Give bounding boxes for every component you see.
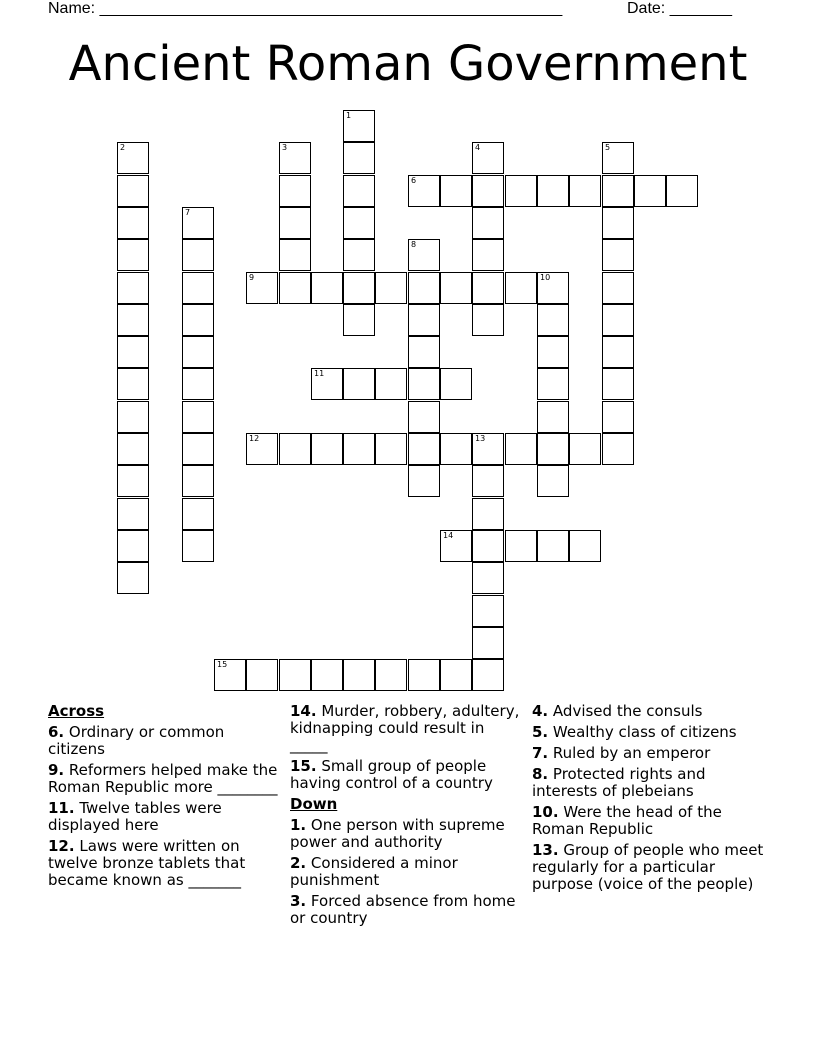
crossword-cell[interactable] (440, 272, 472, 304)
crossword-cell[interactable] (343, 110, 375, 142)
crossword-cell[interactable] (440, 368, 472, 400)
clue-number: 5. (532, 723, 549, 741)
clue-down-13 (532, 842, 772, 893)
cell-number: 3 (282, 143, 288, 152)
clue-across-14 (290, 703, 525, 754)
cell-number: 1 (346, 111, 352, 120)
clue-number: 9. (48, 761, 65, 779)
crossword-cell[interactable] (440, 433, 472, 465)
clue-down-8 (532, 766, 772, 800)
crossword-cell[interactable] (408, 659, 440, 691)
crossword-cell[interactable] (279, 659, 311, 691)
crossword-cell[interactable] (472, 272, 504, 304)
crossword-cell[interactable] (472, 207, 504, 239)
crossword-cell[interactable] (440, 530, 472, 562)
crossword-cell[interactable] (214, 659, 246, 691)
crossword-cell[interactable] (343, 304, 375, 336)
crossword-cell[interactable] (537, 433, 569, 465)
crossword-cell[interactable] (182, 433, 214, 465)
crossword-cell[interactable] (117, 175, 149, 207)
crossword-cell[interactable] (375, 659, 407, 691)
crossword-cell[interactable] (117, 207, 149, 239)
crossword-cell[interactable] (472, 627, 504, 659)
crossword-cell[interactable] (279, 239, 311, 271)
clue-down-7 (532, 745, 772, 762)
crossword-cell[interactable] (505, 175, 537, 207)
crossword-cell[interactable] (537, 401, 569, 433)
cell-number: 9 (249, 273, 255, 282)
clue-text: Wealthy class of citizens (552, 723, 737, 741)
clue-down-3 (290, 893, 525, 927)
clue-across-15 (290, 758, 525, 792)
crossword-cell[interactable] (634, 175, 666, 207)
crossword-cell[interactable] (343, 142, 375, 174)
cell-number: 2 (120, 143, 126, 152)
clue-number: 13. (532, 841, 559, 859)
crossword-cell[interactable] (472, 304, 504, 336)
crossword-cell[interactable] (311, 659, 343, 691)
clue-across-12 (48, 838, 283, 889)
clue-text: Ordinary or common citizens (48, 723, 225, 758)
crossword-cell[interactable] (343, 175, 375, 207)
crossword-cell[interactable] (602, 336, 634, 368)
clue-number: 8. (532, 765, 549, 783)
cell-number: 13 (475, 434, 486, 443)
clues-column-3 (532, 703, 772, 897)
page-title: Ancient Roman Government (68, 36, 748, 92)
crossword-cell[interactable] (279, 175, 311, 207)
clue-number: 4. (532, 702, 549, 720)
crossword-cell[interactable] (117, 368, 149, 400)
cell-number: 14 (443, 531, 454, 540)
clue-down-5 (532, 724, 772, 741)
clue-text: Advised the consuls (552, 702, 703, 720)
crossword-cell[interactable] (246, 433, 278, 465)
crossword-cell[interactable] (602, 368, 634, 400)
crossword-cell[interactable] (279, 272, 311, 304)
crossword-cell[interactable] (246, 272, 278, 304)
crossword-cell[interactable] (472, 175, 504, 207)
clue-number: 14. (290, 702, 317, 720)
crossword-cell[interactable] (537, 368, 569, 400)
crossword-cell[interactable] (472, 530, 504, 562)
crossword-cell[interactable] (602, 304, 634, 336)
crossword-cell[interactable] (537, 175, 569, 207)
clue-number: 15. (290, 757, 317, 775)
crossword-cell[interactable] (569, 175, 601, 207)
crossword-cell[interactable] (311, 433, 343, 465)
clue-number: 10. (532, 803, 559, 821)
crossword-cell[interactable] (472, 433, 504, 465)
crossword-cell[interactable] (602, 433, 634, 465)
crossword-cell[interactable] (117, 465, 149, 497)
crossword-cell[interactable] (602, 175, 634, 207)
cell-number: 7 (185, 208, 191, 217)
crossword-cell[interactable] (343, 207, 375, 239)
clue-down-4 (532, 703, 772, 720)
crossword-cell[interactable] (602, 142, 634, 174)
crossword-cell[interactable] (408, 433, 440, 465)
crossword-cell[interactable] (117, 336, 149, 368)
crossword-cell[interactable] (569, 530, 601, 562)
cell-number: 5 (605, 143, 611, 152)
clue-text: Considered a minor punishment (290, 854, 458, 889)
crossword-cell[interactable] (537, 272, 569, 304)
crossword-cell[interactable] (117, 304, 149, 336)
crossword-cell[interactable] (602, 401, 634, 433)
clue-down-2 (290, 855, 525, 889)
crossword-cell[interactable] (343, 659, 375, 691)
clue-text: One person with supreme power and authority (290, 816, 505, 851)
clue-text: Protected rights and interests of plebeians (532, 765, 706, 800)
crossword-cell[interactable] (279, 207, 311, 239)
crossword-cell[interactable] (537, 530, 569, 562)
clue-down-1 (290, 817, 525, 851)
crossword-cell[interactable] (505, 433, 537, 465)
clue-number: 12. (48, 837, 75, 855)
crossword-cell[interactable] (117, 498, 149, 530)
crossword-cell[interactable] (472, 659, 504, 691)
clue-text: Twelve tables were displayed here (48, 799, 222, 834)
crossword-cell[interactable] (343, 368, 375, 400)
clue-across-9 (48, 762, 283, 796)
crossword-cell[interactable] (343, 433, 375, 465)
clue-number: 3. (290, 892, 307, 910)
crossword-cell[interactable] (375, 433, 407, 465)
crossword-cell[interactable] (117, 272, 149, 304)
crossword-cell[interactable] (472, 595, 504, 627)
crossword-cell[interactable] (602, 239, 634, 271)
clue-text: Reformers helped make the Roman Republic more ________ (48, 761, 278, 796)
date-field[interactable]: Date: _______ (627, 0, 732, 17)
crossword-cell[interactable] (440, 175, 472, 207)
crossword-cell[interactable] (117, 239, 149, 271)
crossword-cell[interactable] (375, 368, 407, 400)
crossword-cell[interactable] (182, 368, 214, 400)
crossword-cell[interactable] (408, 368, 440, 400)
clue-text: Small group of people having control of a country (290, 757, 493, 792)
crossword-cell[interactable] (569, 433, 601, 465)
name-field[interactable]: Name: ____________________________________________________ (48, 0, 563, 17)
crossword-cell[interactable] (343, 272, 375, 304)
clue-down-10 (532, 804, 772, 838)
crossword-cell[interactable] (343, 239, 375, 271)
crossword-cell[interactable] (408, 175, 440, 207)
crossword-cell[interactable] (408, 401, 440, 433)
crossword-cell[interactable] (182, 401, 214, 433)
crossword-cell[interactable] (408, 272, 440, 304)
crossword-cell[interactable] (117, 401, 149, 433)
clue-number: 7. (532, 744, 549, 762)
crossword-cell[interactable] (666, 175, 698, 207)
cell-number: 11 (314, 369, 325, 378)
crossword-cell[interactable] (311, 272, 343, 304)
clue-number: 6. (48, 723, 65, 741)
cell-number: 10 (540, 273, 551, 282)
crossword-cell[interactable] (182, 207, 214, 239)
cell-number: 12 (249, 434, 260, 443)
clue-text: Forced absence from home or country (290, 892, 516, 927)
cell-number: 8 (411, 240, 417, 249)
crossword-cell[interactable] (117, 142, 149, 174)
crossword-cell[interactable] (117, 530, 149, 562)
across-heading: Across (48, 702, 105, 720)
clue-text: Group of people who meet regularly for a particular purpose (voice of the people) (532, 841, 764, 893)
clue-text: Were the head of the Roman Republic (532, 803, 722, 838)
clues-column-2 (290, 703, 525, 931)
cell-number: 6 (411, 176, 417, 185)
crossword-cell[interactable] (117, 562, 149, 594)
crossword-cell[interactable] (472, 498, 504, 530)
crossword-cell[interactable] (182, 304, 214, 336)
crossword-cell[interactable] (408, 304, 440, 336)
crossword-cell[interactable] (537, 336, 569, 368)
crossword-cell[interactable] (182, 239, 214, 271)
crossword-cell[interactable] (117, 433, 149, 465)
crossword-cell[interactable] (408, 239, 440, 271)
crossword-cell[interactable] (182, 530, 214, 562)
crossword-cell[interactable] (182, 336, 214, 368)
crossword-cell[interactable] (182, 272, 214, 304)
crossword-cell[interactable] (537, 465, 569, 497)
clue-text: Laws were written on twelve bronze tablets that became known as _______ (48, 837, 246, 889)
crossword-cell[interactable] (246, 659, 278, 691)
crossword-cell[interactable] (375, 272, 407, 304)
clue-number: 1. (290, 816, 307, 834)
crossword-cell[interactable] (182, 465, 214, 497)
clue-number: 11. (48, 799, 75, 817)
cell-number: 4 (475, 143, 481, 152)
crossword-cell[interactable] (472, 562, 504, 594)
crossword-cell[interactable] (279, 433, 311, 465)
clue-number: 2. (290, 854, 307, 872)
crossword-cell[interactable] (537, 304, 569, 336)
cell-number: 15 (217, 660, 228, 669)
crossword-cell[interactable] (472, 465, 504, 497)
crossword-cell[interactable] (472, 142, 504, 174)
crossword-cell[interactable] (408, 336, 440, 368)
clues-column-1 (48, 703, 283, 893)
crossword-cell[interactable] (602, 207, 634, 239)
crossword-cell[interactable] (505, 530, 537, 562)
clue-text: Ruled by an emperor (552, 744, 711, 762)
crossword-cell[interactable] (472, 239, 504, 271)
crossword-cell[interactable] (408, 465, 440, 497)
crossword-cell[interactable] (182, 498, 214, 530)
crossword-cell[interactable] (440, 659, 472, 691)
down-heading: Down (290, 795, 338, 813)
clue-text: Murder, robbery, adultery, kidnapping could result in _____ (290, 702, 520, 754)
crossword-cell[interactable] (279, 142, 311, 174)
clue-across-11 (48, 800, 283, 834)
crossword-cell[interactable] (505, 272, 537, 304)
crossword-cell[interactable] (602, 272, 634, 304)
crossword-cell[interactable] (311, 368, 343, 400)
clue-across-6 (48, 724, 283, 758)
